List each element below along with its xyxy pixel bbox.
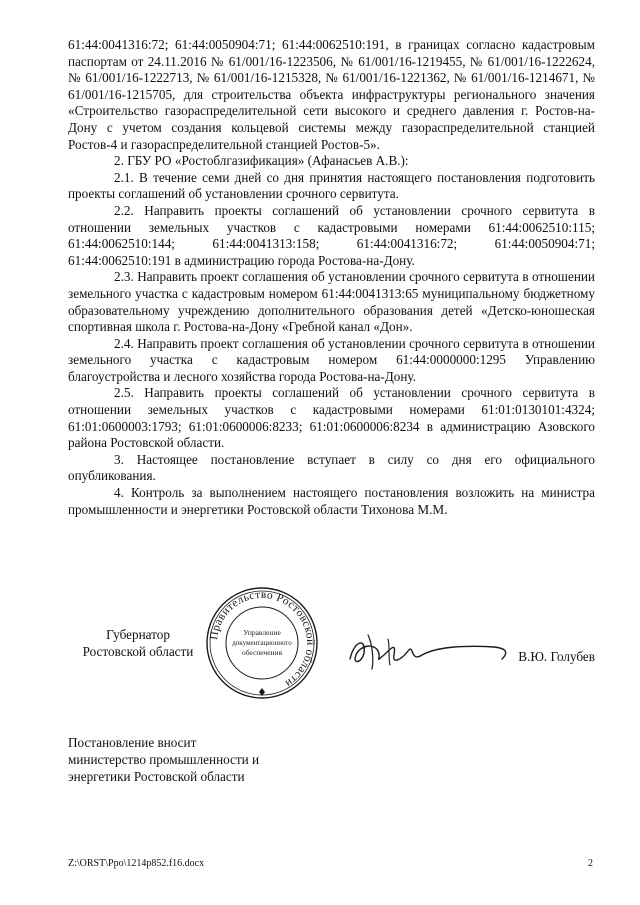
seal-inner-line3: обеспечения [241,648,283,657]
document-body [68,37,595,518]
paragraph-item-2-5: 2.5. Направить проекты соглашений об установлении срочного сервитута в отношении земельных участков с кадастровыми номерами 61:01:0130101:4324; 61:01:0600003:1793; 61:01:0600006:8233; 61:01:0600006:8234 в администрацию Азовского района Ростовской области. [68,385,595,451]
paragraph-item-4: 4. Контроль за выполнением настоящего постановления возложить на министра промышленности и энергетики Ростовской области Тихонова М.М. [68,485,595,517]
footer-file-path: Z:\ORST\Ppo\1214p852.f16.docx [68,858,205,869]
seal-inner-line2: документационного [232,639,292,647]
footer-page-number: 2 [588,858,593,869]
paragraph-item-2: 2. ГБУ РО «Ростоблгазификация» (Афанасьев А.В.): [114,153,409,169]
submission-note [68,735,328,785]
paragraph-item-2-3: 2.3. Направить проект соглашения об установлении срочного сервитута в отношении земельного участка с кадастровым номером 61:44:0041313:65 муниципальному бюджетному образовательному учреждению дополнительного образования детей «Детско-юношеская спортивная школа г. Ростова-на-Дону «Гребной канал «Дон». [68,269,595,335]
official-seal-icon [204,585,320,701]
seal-outer-text: Правительство Ростовской области [207,588,317,690]
paragraph-item-2-4: 2.4. Направить проект соглашения об установлении срочного сервитута в отношении земельного участка с кадастровым номером 61:44:0000000:1295 Управлению благоустройства и лесного хозяйства города Ростова-на-Дону. [68,335,595,384]
submission-note-line2: министерство промышленности и [68,751,260,767]
handwritten-signature-icon [344,629,514,673]
signatory-title-line2: Ростовской области [82,643,194,659]
submission-note-line1: Постановление вносит [68,735,197,750]
signature-block [68,585,595,700]
signatory-title-line1: Губернатор [106,627,170,642]
signatory-title [68,627,208,660]
signatory-name: В.Ю. Голубев [518,649,595,664]
paragraph-item-3: 3. Настоящее постановление вступает в силу со дня его официального опубликования. [68,451,595,484]
paragraph-cadastral-continuation: 61:44:0041316:72; 61:44:0050904:71; 61:44:0062510:191, в границах согласно кадастровым паспортам от 24.11.2016 № 61/001/16-1223506, № 61/001/16-1219455, № 61/001/16-1222624, № 61/001/16-1222713, № 61/001/16-1215328, № 61/001/16-1221362, № 61/001/16-1214671, № 61/001/16-1215705, для строительства объекта инфраструктуры регионального значения «Строительство газораспределительной сети высокого и среднего давления г. Ростов-на-Дону с учетом создания кольцевой системы между газораспределительной станцией Ростов-4 и газораспределительной станцией Ростов-5». [68,37,595,152]
paragraph-item-2-1: 2.1. В течение семи дней со дня принятия настоящего постановления подготовить проекты соглашений об установлении срочного сервитута. [68,169,595,202]
seal-inner-line1: Управление [243,628,281,637]
paragraph-item-2-2: 2.2. Направить проекты соглашений об установлении срочного сервитута в отношении земельных участков с кадастровыми номерами 61:44:0062510:115; 61:44:0062510:144; 61:44:0041313:158; 61:44:0041316:72; 61:44:0050904:71; 61:44:0062510:191 в администрацию города Ростова-на-Дону. [68,202,595,268]
submission-note-line3: энергетики Ростовской области [68,768,245,784]
